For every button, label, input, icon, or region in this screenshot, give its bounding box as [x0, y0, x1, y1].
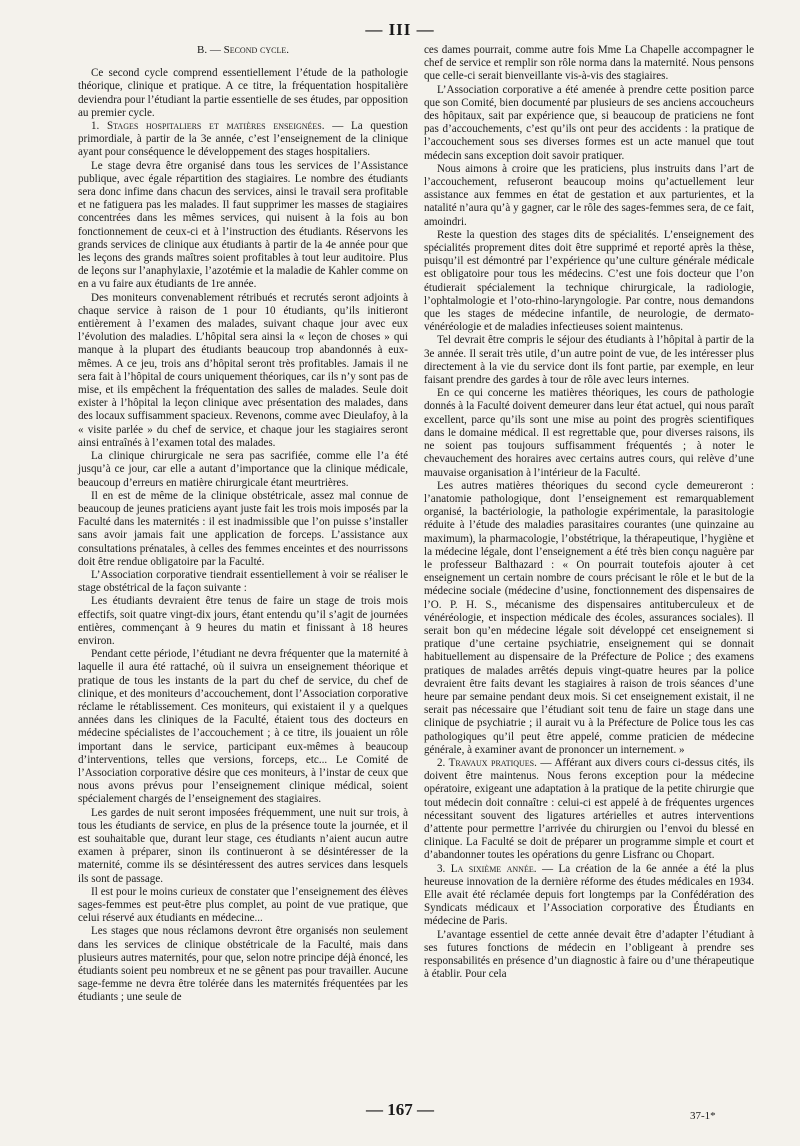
- paragraph: Tel devrait être compris le séjour des étudiants à l’hôpital à partir de la 3e année. Il serait très utile, d’un autre point de vue, de les intéresser plus directement à la vie du service dont ils font partie, par exemple, en leur faisant prendre des gardes à tour de rôle avec leurs internes.: [424, 334, 754, 387]
- paragraph: Pendant cette période, l’étudiant ne devra fréquenter que la maternité à laquelle il aura été rattaché, où il suivra un enseignement théorique et pratique de tous les instants de la part du chef de service, du chef de clinique, et des moniteurs d’accouchement, dont l’Association corporative réclame le rétablissement. Ces moniteurs, qui existaient il y a quelques années dans les cliniques de la Faculté, étaient tous des docteurs en médecine spécialistes de l’accouchement ; à ce titre, ils jouaient un rôle important dans le service, participant eux-mêmes à beaucoup d’interventions, telles que versions, forceps, etc... Le Comité de l’Association corporative désire que ces moniteurs, à l’instar de ceux que nous avons prévus pour l’enseignement clinique médical, soient spécialement chargés de l’enseignement des stagiaires.: [78, 648, 408, 806]
- page-number: — 167 —: [366, 1100, 434, 1119]
- paragraph: Les autres matières théoriques du second cycle demeureront : l’anatomie pathologique, dont l’enseignement est remarquablement organisé, la bactériologie, la pathologie expérimentale, la parasitologie réduite à l’étude des maladies parasitaires courantes (une quinzaine au maximum), la pharmacologie, l’obstétrique, la thérapeutique, l’hygiène et la médecine légale, dont l’enseignement a été très bien conçu naguère par le professeur Balthazard : « On pourrait toutefois ajouter à cet enseignement un certain nombre de cours précisant le rôle et le but de la médecine sociale (médecine d’usine, fonctionnement des dispensaires de l’O. P. H. S., mécanisme des dispensaires antituberculeux et de vénéréologie, et inspection médicale des écoles, assurances sociales). Il serait bon qu’en médecine légale soit développé cet enseignement si pratique d’une certaine psychiatrie, enseignement qui se donnait habituellement au dispensaire de la Préfecture de Police ; des examens pratiques de malades arrêtés depuis vingt-quatre heures par la police devraient être faits devant les stagiaires à raison de trois séances d’une heure par semaine pendant deux mois. Si cet enseignement existait, il ne serait pas nécessaire que l’étudiant soit tenu de faire un stage dans une clinique de psychiatrie ; il aurait vu à la Préfecture de Police tous les cas pathologiques qu’il peut être appelé, comme praticien de médecine générale, à examiner avant de prononcer un internement. »: [424, 479, 754, 756]
- paragraph: ces dames pourrait, comme autre fois Mme La Chapelle accompagner le chef de service et remplir son rôle norma dans la maternité. Nous pensons que celle-ci serait bienveillante vis-à-vis des stagiaires.: [424, 44, 754, 83]
- paragraph: — Afférant aux divers cours ci-dessus cités, ils doivent être maintenus. Nous ferons exception pour la médecine opératoire, exigeant une adaptation à la pratique de la petite chirurgie que tout médecin doit connaître : celui-ci est appelé à de fréquentes urgences nécessitant souvent des ligatures artérielles et autres interventions d’attente pour permettre l’arrivée du chirurgien ou l’envoi du blessé en clinique. La Faculté se doit de préparer un programme simple et court et d’abandonner toutes les opérations du genre Lisfranc ou Chopart.: [424, 756, 754, 862]
- paragraph: Ce second cycle comprend essentiellement l’étude de la pathologie théorique, clinique et pratique. A ce titre, la fréquentation hospitalière deviendra pour l’étudiant la partie essentielle de ses études, par opposition au premier cycle.: [78, 67, 408, 119]
- paragraph: L’Association corporative tiendrait essentiellement à voir se réaliser le stage obstétrical de la façon suivante :: [78, 568, 408, 595]
- paragraph: Les stages que nous réclamons devront être organisés non seulement dans les services de clinique obstétricale de la Faculté, mais dans plusieurs autres maternités, pour que, selon notre principe déjà énoncé, les étudiants soient peu nombreux et ne se gênent pas pour travailler. Aucune sage-femme ne devra être tolérée dans les maternités fréquentées par les étudiants ; une seule de: [78, 925, 408, 1004]
- paragraph: Reste la question des stages dits de spécialités. L’enseignement des spécialités proprement dites doit être supprimé et reporté après la thèse, puisqu’il est démontré par l’expérience qu’une culture générale médicale est obligatoire pour tous les médecins. C’est une fois docteur que l’on étudierait spécialement la technique chirurgicale, la radiologie, l’ophtalmologie et l’oto-rhino-laryngologie. Par contre, nous demandons que les stages de médecine infantile, de neurologie, de dermato-vénéréologie et de maladies infectieuses soient maintenus.: [424, 228, 754, 334]
- paragraph: Les étudiants devraient être tenus de faire un stage de trois mois effectifs, soit quatre vingt-dix jours, étant entendu qu’il s’agit de journées entières, commençant à 9 heures du matin et finissant à 18 heures environ.: [78, 595, 408, 647]
- paragraph: Il est pour le moins curieux de constater que l’enseignement des élèves sages-femmes est peut-être plus complet, au point de vue pratique, que celui réservé aux étudiants en médecine...: [78, 885, 408, 925]
- page-roman-numeral: — III —: [365, 20, 435, 39]
- paragraph: Il en est de même de la clinique obstétricale, assez mal connue de beaucoup de jeunes praticiens ayant juste fait les trois mois imposés par la Faculté dans les maternités : il est inadmissible que l’on puisse s’installer sans avoir jamais fait une application de forceps. L’assistance aux consultations prénatales, à celles des femmes enceintes et des nourrissons doit être rendue obligatoire par la Faculté.: [78, 489, 408, 568]
- paragraph-heading: [424, 757, 754, 863]
- section-title: B. — Second cycle.: [197, 44, 289, 56]
- subheading: 3. La sixième année.: [437, 862, 537, 875]
- paragraph: Nous aimons à croire que les praticiens, plus instruits dans l’art de l’accouchement, refuseront beaucoup moins qu’actuellement leur assistance aux femmes en état de gestation et aux parturientes, et la natalité n’aura qu’à y gagner, car le rôle des sages-femmes sera, de ce fait, amoindri.: [424, 162, 754, 228]
- page-code: 37-1*: [690, 1110, 716, 1122]
- subheading: 2. Travaux pratiques.: [437, 756, 537, 769]
- paragraph: — La création de la 6e année a été la plus heureuse innovation de la dernière réforme des études médicales en 1934. Elle avait été réclamée depuis fort longtemps par la Confédération des Syndicats médicaux et l’Association corporative des Étudiants en médecine de Paris.: [424, 862, 755, 928]
- paragraph: L’Association corporative a été amenée à prendre cette position parce que son Comité, bien documenté par plusieurs de ses anciens accoucheurs des hôpitaux, sait par expérience que, si beaucoup de praticiens ne font pas d’accouchements, c’est qu’ils ont peur des accidents : la pratique de l’accouchement sous ses diverses formes est un acte manuel que tout médecin sans exception doit savoir pratiquer.: [424, 83, 754, 162]
- paragraph: En ce qui concerne les matières théoriques, les cours de pathologie donnés à la Faculté doivent demeurer dans leur état actuel, qui nous paraît excellent, parce qu’ils sont une mise au point des progrès scientifiques dans le domaine médical. Il est regrettable que, pour diverses raisons, ils ne soient pas toujours suffisamment fréquentés ; à noter le chevauchement des horaires avec certains autres cours, qui relève d’une mauvaise organisation à l’intérieur de la Faculté.: [424, 387, 754, 479]
- paragraph: L’avantage essentiel de cette année devait être d’adapter l’étudiant à ses futures fonctions de médecin en l’obligeant à prendre ses responsabilités en présence d’un diagnostic à faire ou d’une thérapeutique à établir. Pour cela: [424, 928, 754, 981]
- left-column: [78, 44, 408, 1005]
- paragraph: La clinique chirurgicale ne sera pas sacrifiée, comme elle l’a été jusqu’à ce jour, car elle a autant d’importance que la clinique médicale, beaucoup d’erreurs en matière chirurgicale étant meurtrières.: [78, 450, 408, 489]
- paragraph-heading: [424, 863, 754, 929]
- paragraph-heading: [78, 120, 408, 160]
- subheading: 1. Stages hospitaliers et matières enseignées.: [91, 120, 325, 133]
- right-column: [424, 44, 754, 981]
- paragraph: Le stage devra être organisé dans tous les services de l’Assistance publique, avec égale répartition des stagiaires. Le nombre des étudiants sera donc infime dans chacun des services, ainsi le travail sera profitable et ne fatiguera pas les malades. Il faut supprimer les masses de stagiaires concentrées dans les mêmes services, qui nuisent à la fois au bon fonctionnement de ceux-ci et à l’instruction des étudiants. Réservons les grands services de clinique aux étudiants à partir de la 4e année pour que les leçons des grands maîtres soient profitables à tout leur auditoire. Plus de leçons sur l’anaphylaxie, l’azotémie et la maladie de Kahler comme on en a vu faire aux étudiants de 1re année.: [78, 159, 408, 291]
- paragraph: — La question primordiale, à partir de la 3e année, c’est l’enseignement de la clinique ayant pour conséquence le développement des stages hospitaliers.: [78, 120, 408, 159]
- paragraph: Les gardes de nuit seront imposées fréquemment, une nuit sur trois, à tous les étudiants de service, en plus de la présence toute la journée, et il est souhaitable que, durant leur stage, ces étudiants n’aient aucun autre examen à préparer, sinon ils continueront à se désintéresser de la maternité, comme ils se désintéressent des autres services dans lesquels ils sont de passage.: [78, 806, 408, 885]
- paragraph: Des moniteurs convenablement rétribués et recrutés seront adjoints à chaque service à raison de 1 pour 10 étudiants, qu’ils initieront entièrement à l’examen des malades, suivant chaque jour avec eux l’évolution des maladies. L’hôpital sera ainsi la « leçon de choses » qui manque à la plupart des étudiants beaucoup trop abandonnés à eux-mêmes. A ce jeu, trois ans d’hôpital seront très profitables. Jamais il ne sera fait à l’hôpital de cours uniquement théoriques, car ils n’y sont pas de mise, et ils empêchent la fréquentation des salles de malades. Seule doit exister à l’hôpital la leçon clinique avec présentation des malades, dans des locaux suffisamment spacieux. Revenons, comme avec Dieulafoy, à la « visite parlée » du chef de service, et chaque jour les stagiaires seront ainsi entraînés à l’examen total des malades.: [78, 291, 408, 449]
